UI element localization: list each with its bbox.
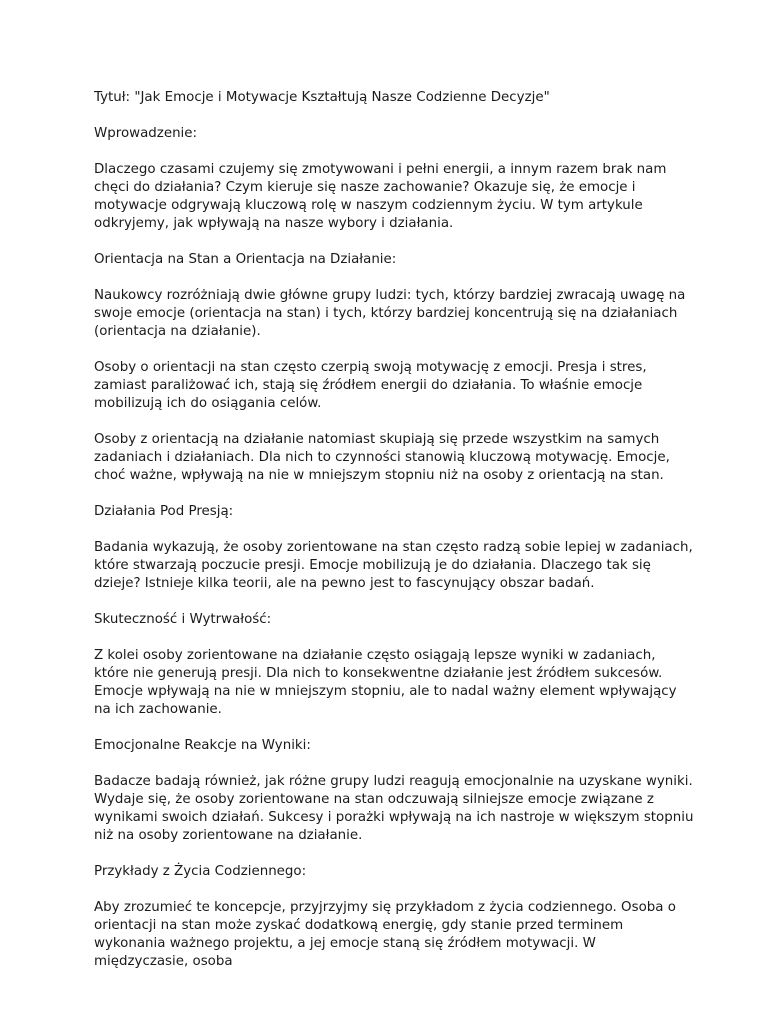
document-title: Tytuł: "Jak Emocje i Motywacje Kształtują Nasze Codzienne Decyzje" xyxy=(94,90,550,105)
intro-paragraph: Dlaczego czasami czujemy się zmotywowani i pełni energii, a innym razem brak nam chęci do działania? Czym kieruje się nasze zachowanie? Okazuje się, że emocje i motywacje odgrywają kluczową rolę w naszym codziennym życiu. W tym artykule odkryjemy, jak wpływają na nasze wybory i działania. xyxy=(94,162,667,231)
paragraph-effectiveness: Z kolei osoby zorientowane na działanie często osiągają lepsze wyniki w zadaniach, które nie generują presji. Dla nich to konsekwentne działanie jest źródłem sukcesów. Emocje wpływają na nie w mniejszym stopniu, ale to nadal ważny element wpływający na ich zachowanie. xyxy=(94,648,677,717)
section-heading-effectiveness: Skuteczność i Wytrwałość: xyxy=(94,612,272,627)
paragraph-orientation-3: Osoby z orientacją na działanie natomiast skupiają się przede wszystkim na samych zadaniach i działaniach. Dla nich to czynności stanowią kluczową motywację. Emocje, choć ważne, wpływają na nie w mniejszym stopniu niż na osoby z orientacją na stan. xyxy=(94,432,670,483)
section-heading-examples: Przykłady z Życia Codziennego: xyxy=(94,864,307,879)
paragraph-reactions: Badacze badają również, jak różne grupy ludzi reagują emocjonalnie na uzyskane wyniki. Wydaje się, że osoby zorientowane na stan odczuwają silniejsze emocje związane z wynikami swoich działań. Sukcesy i porażki wpływają na ich nastroje w większym stopniu niż na osoby zorientowane na działanie. xyxy=(94,774,694,843)
paragraph-orientation-2: Osoby o orientacji na stan często czerpią swoją motywację z emocji. Presja i stres, zamiast paraliżować ich, stają się źródłem energii do działania. To właśnie emocje mobilizują ich do osiągania celów. xyxy=(94,360,647,411)
section-heading-reactions: Emocjonalne Reakcje na Wyniki: xyxy=(94,738,311,753)
document-page xyxy=(94,89,694,989)
paragraph-pressure: Badania wykazują, że osoby zorientowane na stan często radzą sobie lepiej w zadaniach, które stwarzają poczucie presji. Emocje mobilizują je do działania. Dlaczego tak się dzieje? Istnieje kilka teorii, ale na pewno jest to fascynujący obszar badań. xyxy=(94,540,693,591)
intro-heading: Wprowadzenie: xyxy=(94,126,198,141)
section-heading-pressure: Działania Pod Presją: xyxy=(94,504,234,519)
paragraph-examples: Aby zrozumieć te koncepcje, przyjrzyjmy się przykładom z życia codziennego. Osoba o orientacji na stan może zyskać dodatkową energię, gdy stanie przed terminem wykonania ważnego projektu, a jej emocje staną się źródłem motywacji. W międzyczasie, osoba xyxy=(94,900,676,969)
paragraph-orientation-1: Naukowcy rozróżniają dwie główne grupy ludzi: tych, którzy bardziej zwracają uwagę na swoje emocje (orientacja na stan) i tych, którzy bardziej koncentrują się na działaniach (orientacja na działanie). xyxy=(94,288,686,339)
section-heading-orientation: Orientacja na Stan a Orientacja na Działanie: xyxy=(94,252,397,267)
